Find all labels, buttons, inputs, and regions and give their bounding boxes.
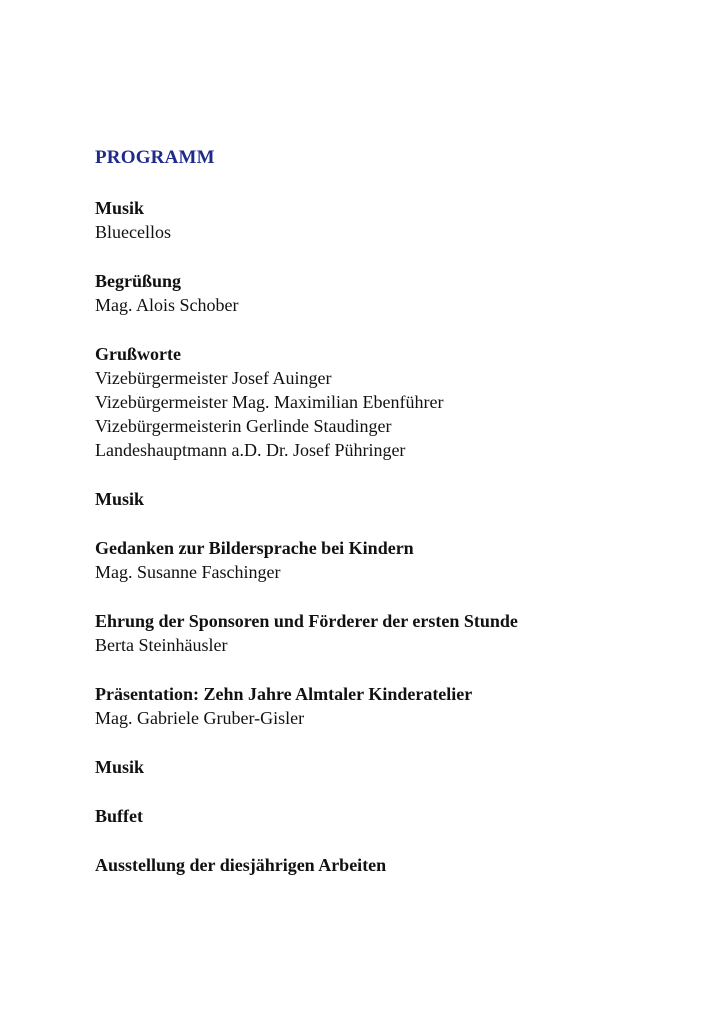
program-section-sponsors (95, 609, 675, 657)
section-heading: Musik (95, 757, 145, 777)
section-heading: Musik (95, 489, 145, 509)
section-line: Bluecellos (95, 222, 171, 242)
program-section-buffet (95, 804, 675, 828)
section-heading: Begrüßung (95, 271, 182, 291)
program-section-welcome (95, 269, 675, 317)
program-section-greetings (95, 342, 675, 462)
program-section-exhibition (95, 853, 675, 877)
section-heading: Musik (95, 198, 145, 218)
section-line: Vizebürgermeisterin Gerlinde Staudinger (95, 416, 392, 436)
section-heading: Gedanken zur Bildersprache bei Kindern (95, 538, 414, 558)
section-heading: Ehrung der Sponsoren und Förderer der ersten Stunde (95, 611, 518, 631)
program-section-music-1 (95, 196, 675, 244)
program-section-music-3 (95, 755, 675, 779)
section-line: Berta Steinhäusler (95, 635, 228, 655)
section-heading: Buffet (95, 806, 143, 826)
section-heading: Präsentation: Zehn Jahre Almtaler Kinderatelier (95, 684, 473, 704)
section-line: Vizebürgermeister Mag. Maximilian Ebenführer (95, 392, 444, 412)
section-line: Vizebürgermeister Josef Auinger (95, 368, 332, 388)
section-heading: Ausstellung der diesjährigen Arbeiten (95, 855, 387, 875)
section-line: Mag. Susanne Faschinger (95, 562, 281, 582)
program-section-thoughts (95, 536, 675, 584)
section-line: Mag. Alois Schober (95, 295, 239, 315)
section-heading: Grußworte (95, 344, 181, 364)
section-line: Landeshauptmann a.D. Dr. Josef Pühringer (95, 440, 406, 460)
page-title: PROGRAMM (95, 147, 215, 168)
section-line: Mag. Gabriele Gruber-Gisler (95, 708, 305, 728)
program-section-presentation (95, 682, 675, 730)
program-section-music-2 (95, 487, 675, 511)
program-document (95, 146, 675, 902)
